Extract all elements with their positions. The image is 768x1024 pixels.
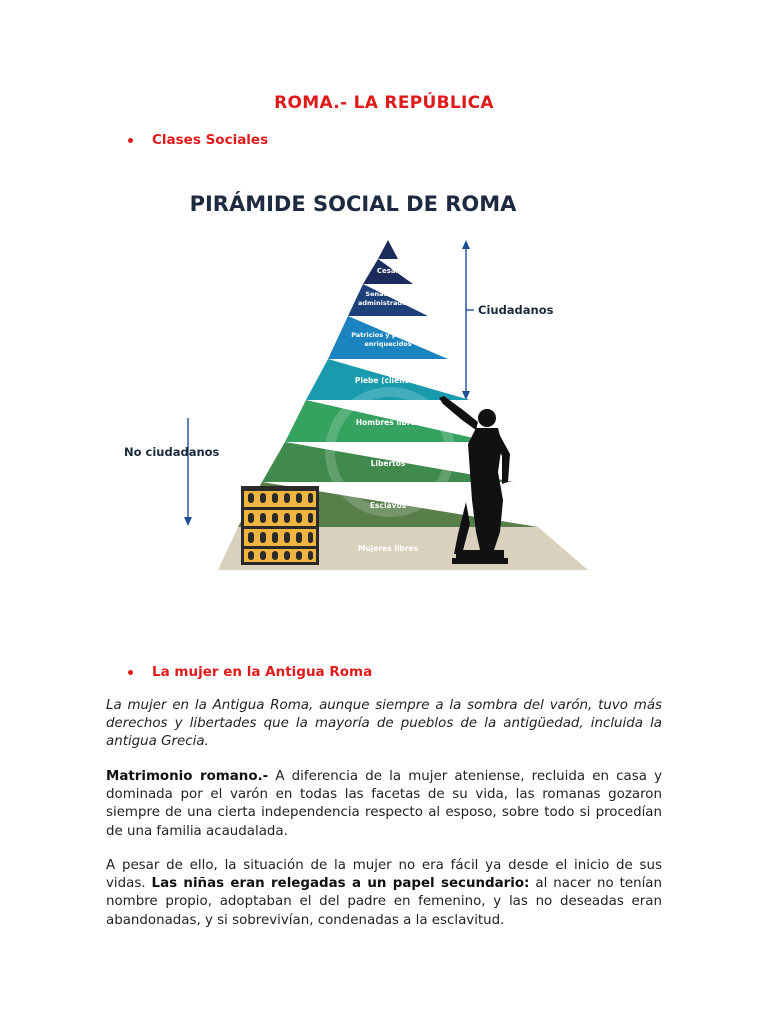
ciudadanos-arrow (462, 240, 474, 400)
section-bullet-clases-sociales (128, 132, 268, 148)
bullet-dot (128, 138, 133, 143)
tier-label-libertos: Libertos (370, 459, 406, 468)
bullet-dot (128, 670, 133, 675)
social-pyramid-figure (110, 182, 600, 582)
tier-cesar-shape (378, 240, 398, 259)
section-heading: Clases Sociales (152, 132, 269, 148)
watermark-icon (330, 392, 450, 512)
tier-label-hombres-libres: Hombres libres (355, 418, 421, 427)
no-ciudadanos-label: No ciudadanos (124, 445, 220, 459)
tier-label-patricios-2: enriquecidos (364, 340, 412, 348)
tier-label-cesar: Cesar (376, 267, 400, 275)
tier-label-senadores-1: Senadores y (365, 290, 411, 298)
page-title: ROMA.- LA REPÚBLICA (274, 93, 494, 113)
paragraph-bold-phrase: Las niñas eran relegadas a un papel secundario: (151, 876, 530, 892)
tier-label-senadores-2: administradores (357, 299, 419, 307)
tier-label-patricios-1: Patricios y plebeyos (351, 331, 425, 339)
no-ciudadanos-arrow (184, 418, 192, 526)
section-bullet-mujer (128, 664, 372, 680)
tier-label-esclavos: Esclavos (369, 501, 407, 510)
paragraph-matrimonio (106, 768, 662, 841)
pyramid-diagram (110, 182, 600, 582)
paragraph-intro: La mujer en la Antigua Roma, aunque siempre a la sombra del varón, tuvo más derechos y libertades que la mayoría de pueblos de la antigüedad, incluida la antigua Grecia. (106, 698, 662, 750)
ciudadanos-label: Ciudadanos (478, 303, 554, 317)
section-heading: La mujer en la Antigua Roma (152, 664, 373, 680)
tier-label-mujeres-libres: Mujeres libres (357, 544, 419, 553)
paragraph-situacion (106, 857, 662, 930)
paragraph-body: A diferencia de la mujer ateniense, recluida en casa y dominada por el varón en todas las facetas de su vida, las romanas gozaron siempre de una cierta independencia respecto al esposo, sobre todo si procedían de una familia acaudalada. (106, 769, 662, 839)
pyramid-title: PIRÁMIDE SOCIAL DE ROMA (189, 192, 517, 216)
paragraph-bold-lead: Matrimonio romano.- (106, 769, 269, 784)
paragraph-body: A pesar de ello, la situación de la mujer no era fácil ya desde el inicio de sus vidas. (106, 858, 662, 892)
tier-label-plebe: Plebe (clientes) (354, 376, 422, 385)
paragraph-tail: al nacer no tenían nombre propio, adoptaban el del padre en femenino, y las no deseadas eran abandonadas, y si sobrevivían, condenadas a la esclavitud. (106, 876, 662, 928)
colosseum-illustration (241, 486, 319, 565)
